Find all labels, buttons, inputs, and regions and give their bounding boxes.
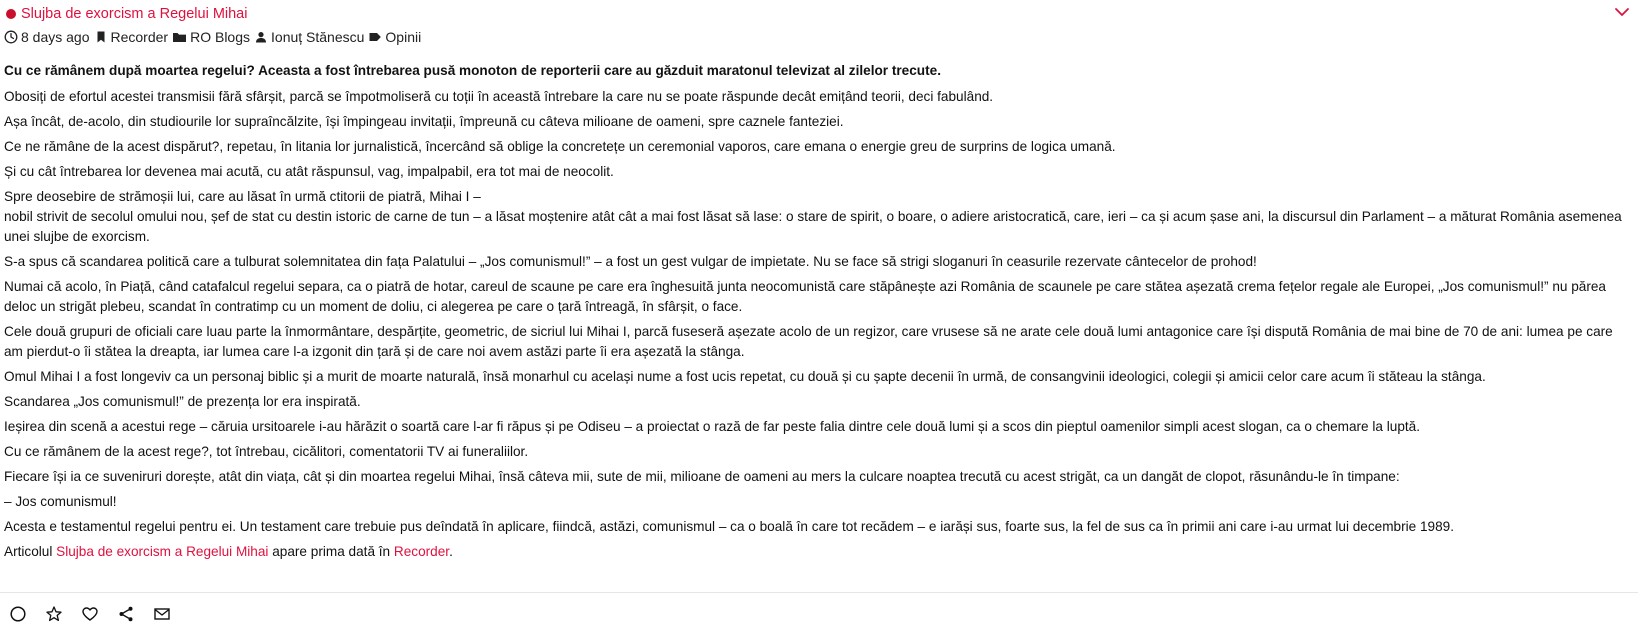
article-paragraph: Obosiți de efortul acestei transmisii fără sfârșit, parcă se împotmoliseră cu toții în această întrebare la care nu se poate răspunde decât emițând teorii, deci fabulând. [4,89,994,104]
article-paragraph: Cele două grupuri de oficiali care luau parte la înmormântare, despărțite, geometric, de sicriul lui Mihai I, parcă fuseseră așezate acolo de un regizor, care vrusese să ne arate cele două lumi antagonice care își dispută România de mai bine de 70 de ani: lumea pe care am pierdut-o îi stătea la dreapta, iar lumea care l-a izgonit din țară și de care noi avem astăzi parte îi era așezată la stânga. [4,324,1613,359]
article-paragraph: Acesta e testamentul regelui pentru ei. Un testament care trebuie pus deîndată în aplicare, fiindcă, astăzi, comunismul – ca o boală în care tot recădem – e iarăși sus, foarte sus, la fel de sus ca în primii ani care i-au urmat lui decembrie 1989. [4,519,1454,534]
article-header [6,3,1638,25]
share-button[interactable] [116,604,136,624]
article-lead: Cu ce rămânem după moartea regelui? Aceasta a fost întrebarea pusă monoton de reporterii care au găzduit maratonul televizat al zilelor trecute. [4,63,941,78]
article-paragraph: Numai că acolo, în Piață, când catafalcul regelui separa, ca o piatră de hotar, careul de scaune pe care era înghesuită junta neocomunistă care stăpânește azi România de scaunele pe care stătea așezată crema fețelor regale ale Europei, „Jos comunismul!” nu părea deloc un strigăt plebeu, scandat în contratimp cu un moment de doliu, ci alegerea pe care o țară întreagă, în sfârșit, o face. [4,279,1606,314]
meta-time-label: 8 days ago [21,29,90,45]
article-paragraph: Omul Mihai I a fost longeviv ca un personaj biblic și a murit de moarte naturală, însă monarhul cu același nume a fost ucis repetat, cu două și cu șapte decenii în urmă, de consangvinii ideologici, colegii și amicii celor care acum îi stăteau la stânga. [4,369,1486,384]
footer-source-link[interactable]: Recorder [393,544,450,559]
star-button[interactable] [44,604,64,624]
meta-tag-label: Opinii [385,29,422,45]
article-title[interactable]: Slujba de exorcism a Regelui Mihai [21,6,248,22]
article-paragraph: Ce ne rămâne de la acest dispărut?, repetau, în litania lor jurnalistică, încercând să oblige la concretețe un ceremonial vaporos, care emana o energie greu de surprins de logica umană. [4,139,1116,154]
chevron-down-icon[interactable] [1614,5,1630,19]
footer-article-link[interactable]: Slujba de exorcism a Regelui Mihai [56,544,269,559]
meta-author-label: Ionuț Stănescu [271,29,365,45]
star-icon [45,605,63,623]
article-paragraph: Așa încât, de-acolo, din studiourile lor supraîncălzite, își împingeau invitații, împreună cu câteva milioane de oameni, spre caznele fanteziei. [4,114,844,129]
article-paragraph: Scandarea „Jos comunismul!” de prezența lor era inspirată. [4,394,361,409]
mail-icon [153,605,171,623]
bookmark-icon [94,30,108,44]
folder-icon [172,30,187,44]
meta-source-label: Recorder [110,29,169,45]
article-paragraph: Ieșirea din scenă a acestui rege – căruia ursitoarele i-au hărăzit o soartă care l-ar fi răpus și pe Odiseu – a proiectat o rază de far peste falia dintre cele două lumi și a scos din pieptul oamenilor simpli acest slogan, ca o chemare la luptă. [4,419,1421,434]
article-paragraph: – Jos comunismul! [4,494,117,509]
heart-icon [81,605,99,623]
meta-folder-label: RO Blogs [190,29,251,45]
article-paragraph: Cu ce rămânem de la acest rege?, tot întrebau, cicălitori, comentatorii TV ai funeraliilor. [4,444,529,459]
footer-prefix: Articolul [4,544,57,559]
split-line-1: Spre deosebire de strămoșii lui, care au lăsat în urmă ctitorii de piatră, Mihai I – [4,189,481,204]
mark-read-button[interactable] [8,604,28,624]
footer-suffix: . [449,544,453,559]
article-paragraph: S-a spus că scandarea politică care a tulburat solemnitatea din fața Palatului – „Jos comunismul!” – a fost un gest vulgar de impietate. Nu se face să strigi sloganuri în ceasurile rezervate cântecelor de prohod! [4,254,1257,269]
article-actions-toolbar [8,604,188,624]
person-icon [254,30,268,44]
meta-time [4,29,90,45]
circle-icon [9,605,27,623]
article-paragraph: Și cu cât întrebarea lor devenea mai acută, cu atât răspunsul, vag, impalpabil, era tot mai de neocolit. [4,164,614,179]
meta-author[interactable] [254,29,364,45]
split-line-2: nobil strivit de secolul omului nou, șef de stat cu destin istoric de carne de tun – a lăsat moștenire atât cât a mai fost lăsat să lase: o stare de spirit, o boare, o adiere aristocratică, care, ieri – ca și acum șase ani, la discursul din Parlament – a măturat România asemenea unei slujbe de exorcism. [4,209,1622,244]
article-paragraph-split [4,187,1632,247]
toolbar-divider [0,592,1638,593]
article-meta [4,27,425,47]
article-source-footer [4,542,1632,562]
clock-icon [4,30,18,44]
article-body [4,61,1632,567]
tag-icon [368,30,382,44]
footer-middle: apare prima dată în [268,544,394,559]
favorite-button[interactable] [80,604,100,624]
email-button[interactable] [152,604,172,624]
meta-tag[interactable] [368,29,421,45]
article-paragraph: Fiecare își ia ce suveniruri dorește, atât din viața, cât și din moartea regelui Mihai, însă câteva mii, sute de mii, milioane de oameni au mers la culcare noaptea trecută cu acest strigăt, ca un dangăt de clopot, răsunându-le în timpane: [4,469,1400,484]
meta-folder[interactable] [172,29,250,45]
unread-dot-icon [6,9,16,19]
share-icon [117,605,135,623]
meta-source[interactable] [94,29,169,45]
